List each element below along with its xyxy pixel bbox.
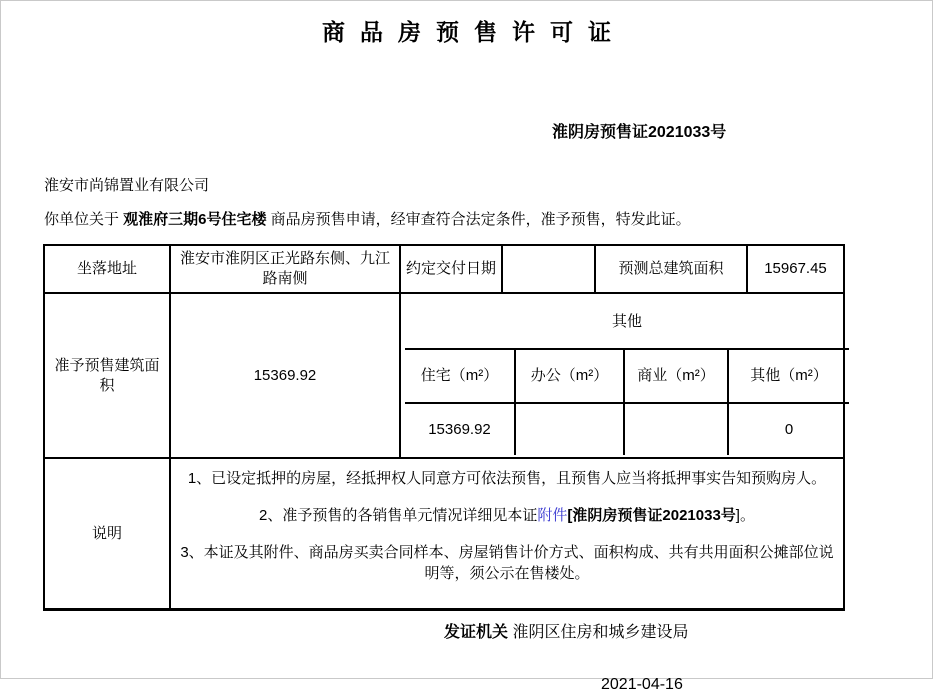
note-2-cert-number: 淮阴房预售证2021033号 [572, 506, 736, 524]
note-2-prefix: 2、准予预售的各销售单元情况详细见本证 [259, 506, 538, 524]
table-row-approved-area [44, 293, 844, 458]
breakdown-group-row [405, 296, 849, 349]
approved-area-total-value: 15369.92 [170, 293, 400, 458]
table-row-notes [44, 458, 844, 610]
residential-value: 15369.92 [405, 403, 515, 455]
cert-number: 淮阴房预售证2021033号 [552, 124, 727, 141]
other-group-header: 其他 [405, 296, 849, 349]
company-name: 淮安市尚锦置业有限公司 [44, 177, 210, 194]
intro-suffix: 商品房预售申请，经审查符合法定条件，准予预售，特发此证。 [266, 211, 691, 228]
delivery-date-label: 约定交付日期 [400, 245, 502, 293]
issuer-label: 发证机关 [444, 624, 509, 641]
table-row-location [44, 245, 844, 293]
note-1: 1、已设定抵押的房屋，经抵押权人同意方可依法预售，且预售人应当将抵押事实告知预购房人。 [187, 469, 827, 487]
other-value: 0 [728, 403, 849, 455]
note-2 [175, 505, 839, 526]
issuer-line [444, 623, 932, 643]
breakdown-header-row [405, 349, 849, 403]
area-breakdown-table [405, 296, 849, 455]
address-value: 淮安市淮阴区正光路东侧、九江路南侧 [170, 245, 400, 293]
delivery-date-value [502, 245, 595, 293]
area-breakdown-cell [400, 293, 844, 458]
total-area-label: 预测总建筑面积 [595, 245, 747, 293]
office-value [515, 403, 624, 455]
issuer-name: 淮阴区住房和城乡建设局 [512, 624, 689, 641]
commercial-value [624, 403, 728, 455]
commercial-header: 商业（m²） [624, 349, 728, 403]
other-header: 其他（m²） [728, 349, 849, 403]
notes-content [170, 458, 844, 610]
note-3: 3、本证及其附件、商品房买卖合同样本、房屋销售计价方式、面积构成、共有共用面积公摊部位说明等，须公示在售楼处。 [180, 543, 834, 582]
intro-prefix: 你单位关于 [44, 211, 124, 228]
address-label: 坐落地址 [44, 245, 170, 293]
office-header: 办公（m²） [515, 349, 624, 403]
intro-text [44, 210, 932, 230]
breakdown-value-row [405, 403, 849, 455]
permit-table [43, 244, 845, 611]
note-2-open-bracket: [ [567, 506, 573, 524]
note-2-suffix: ]。 [735, 506, 755, 524]
notes-label: 说明 [44, 458, 170, 610]
intro-project-name: 观淮府三期6号住宅楼 [123, 211, 267, 228]
total-area-value: 15967.45 [747, 245, 844, 293]
approved-area-label: 准予预售建筑面积 [44, 293, 170, 458]
page-title: 商品房预售许可证 [322, 19, 626, 45]
attachment-link[interactable]: 附件 [537, 506, 568, 524]
issue-date: 2021-04-16 [601, 676, 683, 693]
residential-header: 住宅（m²） [405, 349, 515, 403]
